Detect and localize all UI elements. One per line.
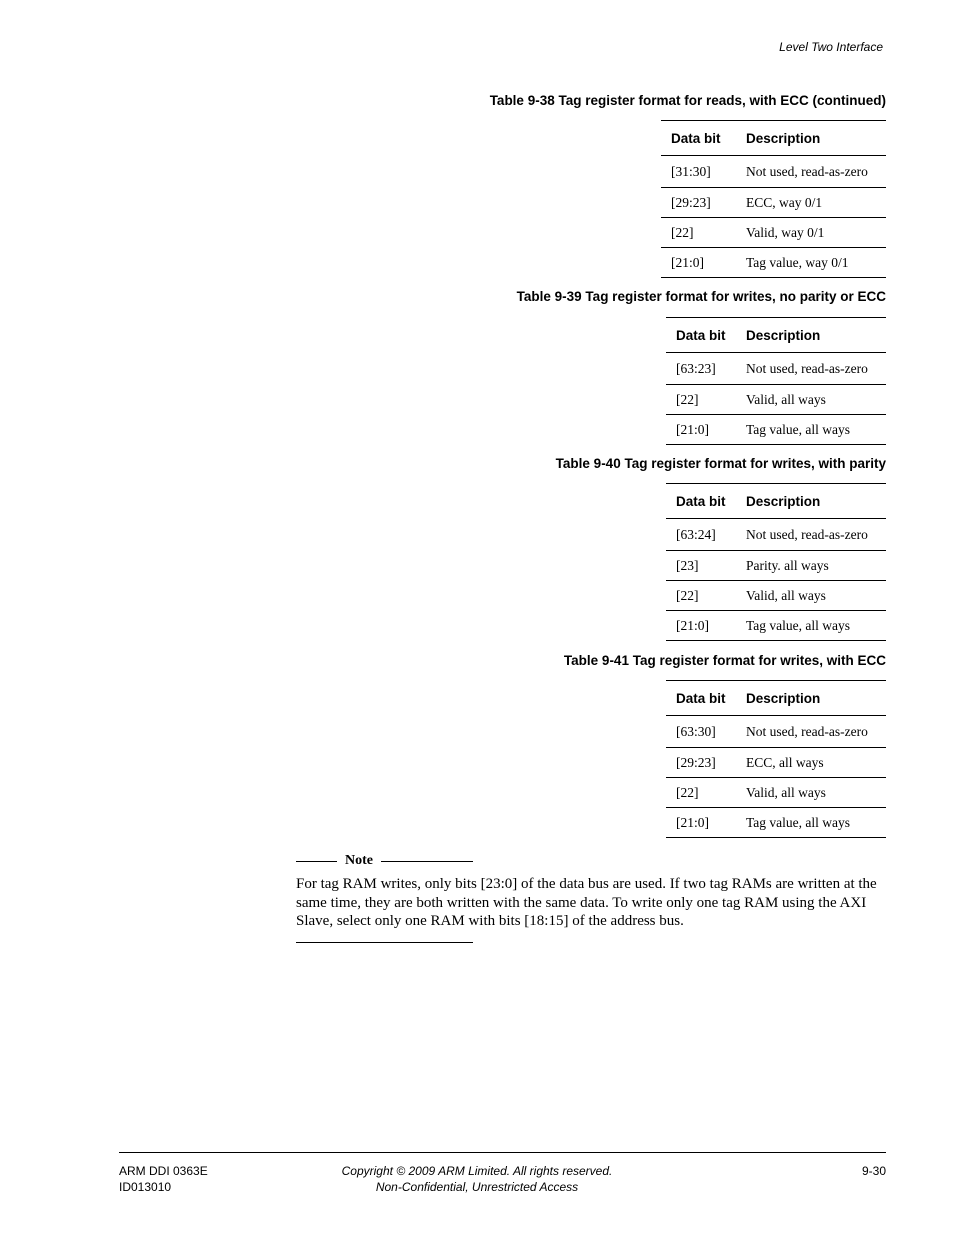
table-caption: Table 9-38 Tag register format for reads, with ECC (continued) [489,93,886,108]
table-row [661,218,886,248]
column-header-description: Description [736,121,886,156]
footer-issue-id: ID013010 [119,1180,172,1194]
description-cell: Tag value, all ways [736,611,886,641]
data-bit-cell: [29:23] [661,188,736,218]
description-cell: Valid, all ways [736,385,886,415]
column-header-description: Description [736,318,886,353]
data-bit-cell: [22] [666,778,736,808]
table-row [661,156,886,188]
table-row [666,519,886,551]
table-row [666,778,886,808]
description-cell: Tag value, way 0/1 [736,248,886,278]
description-cell: Not used, read-as-zero [736,519,886,551]
table-row [661,248,886,278]
footer-copyright: Copyright © 2009 ARM Limited. All rights reserved. [341,1164,613,1178]
data-bit-cell: [22] [666,581,736,611]
note-rule-right [381,861,473,862]
data-bit-cell: [23] [666,551,736,581]
description-cell: Not used, read-as-zero [736,716,886,748]
table-row [666,551,886,581]
column-header-description: Description [736,681,886,716]
footer-doc-id: ARM DDI 0363E [119,1164,208,1178]
description-cell: Valid, way 0/1 [736,218,886,248]
data-bit-cell: [29:23] [666,748,736,778]
data-bit-cell: [22] [666,385,736,415]
note-rule-bottom [296,942,473,943]
running-header: Level Two Interface [779,40,883,54]
tag-register-table-9-40 [666,483,886,641]
table-caption: Table 9-40 Tag register format for writes, with parity [555,456,886,471]
data-bit-cell: [63:24] [666,519,736,551]
note-title: Note [345,853,373,868]
note-header [296,852,473,870]
note-text: For tag RAM writes, only bits [23:0] of the data bus are used. If two tag RAMs are written at the same time, they are both written with the same data. To write only one tag RAM using the AXI Slave, select only one RAM with bits [18:15] of the address bus. [296,876,877,929]
column-header-data-bit: Data bit [661,121,736,156]
data-bit-cell: [21:0] [661,248,736,278]
table-row [661,188,886,218]
table-header-row [666,484,886,519]
tag-register-table-9-39 [666,317,886,445]
table-row [666,385,886,415]
table-row [666,716,886,748]
description-cell: Valid, all ways [736,581,886,611]
tag-register-table-9-38 [661,120,886,278]
data-bit-cell: [63:30] [666,716,736,748]
description-cell: ECC, way 0/1 [736,188,886,218]
table-row [666,611,886,641]
footer-page-number: 9-30 [861,1164,886,1178]
note-block [296,852,886,943]
table-row [666,581,886,611]
data-bit-cell: [21:0] [666,808,736,838]
table-row [666,353,886,385]
table-row [666,748,886,778]
table-header-row [666,681,886,716]
column-header-data-bit: Data bit [666,681,736,716]
data-bit-cell: [21:0] [666,611,736,641]
footer-divider [119,1152,886,1153]
data-bit-cell: [22] [661,218,736,248]
data-bit-cell: [21:0] [666,415,736,445]
column-header-description: Description [736,484,886,519]
footer-access: Non-Confidential, Unrestricted Access [375,1180,579,1194]
data-bit-cell: [63:23] [666,353,736,385]
description-cell: Tag value, all ways [736,808,886,838]
data-bit-cell: [31:30] [661,156,736,188]
description-cell: Not used, read-as-zero [736,156,886,188]
table-caption: Table 9-39 Tag register format for writes, no parity or ECC [516,289,886,304]
table-row [666,808,886,838]
table-caption: Table 9-41 Tag register format for writes, with ECC [563,653,886,668]
table-header-row [661,121,886,156]
table-row [666,415,886,445]
description-cell: Parity. all ways [736,551,886,581]
footer-legal [0,1163,954,1195]
description-cell: Tag value, all ways [736,415,886,445]
description-cell: ECC, all ways [736,748,886,778]
column-header-data-bit: Data bit [666,484,736,519]
note-rule-left [296,861,337,862]
description-cell: Valid, all ways [736,778,886,808]
column-header-data-bit: Data bit [666,318,736,353]
table-header-row [666,318,886,353]
tag-register-table-9-41 [666,680,886,838]
description-cell: Not used, read-as-zero [736,353,886,385]
